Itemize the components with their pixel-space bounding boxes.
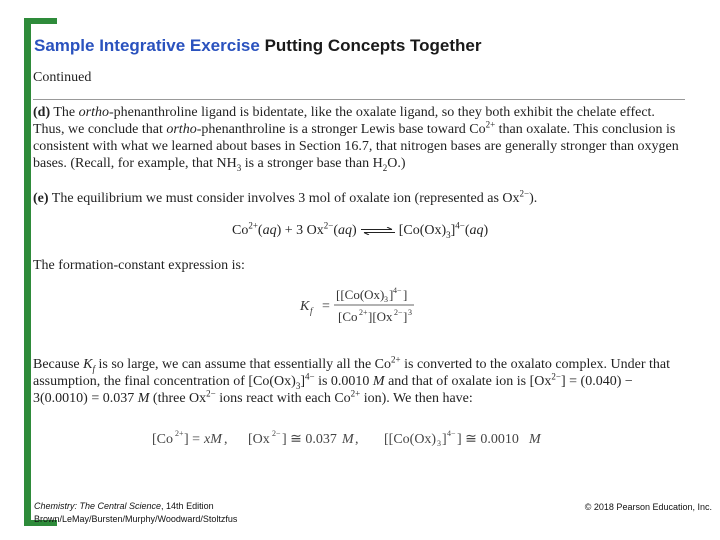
molar-unit: M — [372, 374, 385, 389]
eq-text: ( — [257, 223, 263, 238]
equilibrium-equation — [232, 220, 489, 240]
charge-sup: 2− — [551, 371, 561, 382]
book-authors: Brown/LeMay/Bursten/Murphy/Woodward/Stoltzfus — [34, 514, 238, 524]
svg-text:2+: 2+ — [359, 308, 368, 317]
green-bracket-vertical — [24, 18, 31, 526]
eq-text: [Co(Ox) — [398, 223, 447, 238]
final-eq-part3 — [384, 429, 542, 448]
section-e-paragraph — [33, 190, 688, 207]
footer-copyright: © 2018 Pearson Education, Inc. — [584, 502, 712, 512]
kf-lhs: K — [300, 299, 310, 314]
because-text: ion). We then have: — [360, 391, 473, 406]
because-paragraph — [33, 356, 688, 407]
svg-text:] ≅ 0.037: ] ≅ 0.037 — [282, 432, 337, 447]
charge-sup: 2+ — [248, 220, 258, 231]
because-text: (three Ox — [149, 391, 207, 406]
section-e-text: ). — [529, 191, 538, 206]
because-text: ions react with each Co — [215, 391, 351, 406]
slide-title — [34, 36, 481, 56]
eq-text: Co — [232, 223, 249, 238]
subscript: 3 — [446, 229, 451, 240]
subscript: 3 — [236, 162, 242, 173]
eq-text: ) — [483, 223, 489, 238]
svg-text:]: ] — [442, 432, 447, 447]
section-d-text: than oxalate. This conclusion is consistent with what we learned about bases in Section 16.7, that nitrogen bases are generally stronger than oxygen bases. (Recall, for example, that NH — [33, 122, 679, 171]
because-text: ] = (0.040) − 3(0.0010) = 0.037 — [33, 374, 633, 406]
footer-citation — [34, 500, 237, 526]
svg-text:2+: 2+ — [175, 429, 184, 438]
divider — [33, 99, 685, 100]
section-e-text: The equilibrium we must consider involves 3 mol of oxalate ion (represented as Ox — [48, 191, 520, 206]
kf-sub: f — [92, 363, 96, 374]
svg-text:4−: 4− — [447, 429, 456, 438]
title-part2: Putting Concepts Together — [264, 36, 482, 55]
charge-sup: 4− — [305, 371, 315, 382]
kf-equals: = — [322, 299, 330, 314]
section-d-text: -phenanthroline ligand is bidentate, like the oxalate ligand, so they both exhibit the chelate effect. Thus, we conclude that — [33, 105, 655, 137]
molar-unit: M — [137, 391, 150, 406]
section-e-label: (e) — [33, 191, 49, 206]
continued-label: Continued — [33, 70, 92, 85]
section-d-text: is a stronger base than H — [241, 156, 383, 171]
green-bracket-top — [24, 18, 57, 24]
ortho-italic: ortho — [78, 105, 109, 120]
svg-text:[Co: [Co — [338, 309, 358, 324]
eq-text: ] — [450, 223, 456, 238]
svg-text:[[Co(Ox): [[Co(Ox) — [336, 287, 385, 302]
kf-italic: K — [83, 357, 93, 372]
section-d-text: The — [53, 105, 79, 120]
charge-sup: 2− — [519, 188, 530, 199]
because-text: is 0.0010 — [314, 374, 373, 389]
book-edition: , 14th Edition — [161, 501, 214, 511]
subscript: 3 — [295, 380, 301, 391]
eq-text: ( — [333, 223, 339, 238]
book-title: Chemistry: The Central Science — [34, 501, 162, 511]
svg-text:]: ] — [403, 309, 408, 324]
charge-sup: 2+ — [350, 388, 361, 399]
kf-expression — [296, 283, 426, 334]
svg-text:4−: 4− — [393, 286, 402, 295]
eq-text: ) — [352, 223, 357, 238]
eq-text: ) + 3 Ox — [276, 223, 324, 238]
svg-text:][Ox: ][Ox — [368, 309, 393, 324]
section-d-label: (d) — [33, 105, 51, 120]
svg-text:3: 3 — [437, 439, 441, 448]
kf-numerator — [336, 286, 407, 304]
svg-text:xM: xM — [204, 432, 222, 447]
equilibrium-arrow-icon — [361, 227, 395, 235]
subscript: 2 — [382, 162, 388, 173]
svg-text:,: , — [224, 432, 228, 447]
charge-sup: 4− — [455, 220, 465, 231]
svg-text:M: M — [529, 432, 541, 447]
charge-sup: 2+ — [391, 354, 401, 365]
because-text: Because — [33, 357, 84, 372]
kf-denominator — [338, 308, 412, 324]
svg-text:2−: 2− — [394, 308, 403, 317]
svg-text:[Co: [Co — [152, 432, 173, 447]
final-concentrations — [152, 425, 622, 456]
section-d-text: O.) — [387, 156, 406, 171]
svg-text:3: 3 — [408, 308, 412, 317]
because-text: ] — [300, 374, 305, 389]
because-text: and that of oxalate ion is [Ox — [384, 374, 552, 389]
svg-text:2−: 2− — [272, 429, 281, 438]
svg-text:]: ] — [403, 287, 408, 302]
section-d-paragraph — [33, 104, 688, 172]
svg-text:,: , — [355, 432, 359, 447]
charge-sup: 2+ — [485, 119, 496, 130]
formation-label: The formation-constant expression is: — [33, 258, 245, 273]
title-part1: Sample Integrative Exercise — [34, 36, 260, 55]
section-d-text: -phenanthroline is a stronger Lewis base toward Co — [196, 122, 486, 137]
charge-sup: 2− — [206, 388, 216, 399]
svg-text:M: M — [342, 432, 354, 447]
kf-lhs-sub: f — [310, 306, 313, 316]
because-text: is converted to the oxalato complex. Under that assumption, the final concentration of [Co(Ox) — [33, 357, 671, 389]
eq-text: ( — [464, 223, 470, 238]
svg-text:] ≅ 0.0010: ] ≅ 0.0010 — [457, 432, 519, 447]
aq-label: aq — [262, 223, 277, 238]
charge-sup: 2− — [323, 220, 334, 231]
svg-text:[[Co(Ox): [[Co(Ox) — [384, 432, 437, 447]
final-eq-part2 — [248, 429, 359, 447]
ortho-italic: ortho — [166, 122, 197, 137]
svg-text:3: 3 — [384, 295, 388, 304]
svg-text:]: ] — [389, 287, 394, 302]
aq-label: aq — [469, 223, 484, 238]
svg-text:] =: ] = — [184, 432, 201, 447]
because-text: is so large, we can assume that essentially all the Co — [95, 357, 392, 372]
final-eq-part1 — [152, 429, 228, 447]
svg-text:[Ox: [Ox — [248, 432, 270, 447]
aq-label: aq — [338, 223, 353, 238]
